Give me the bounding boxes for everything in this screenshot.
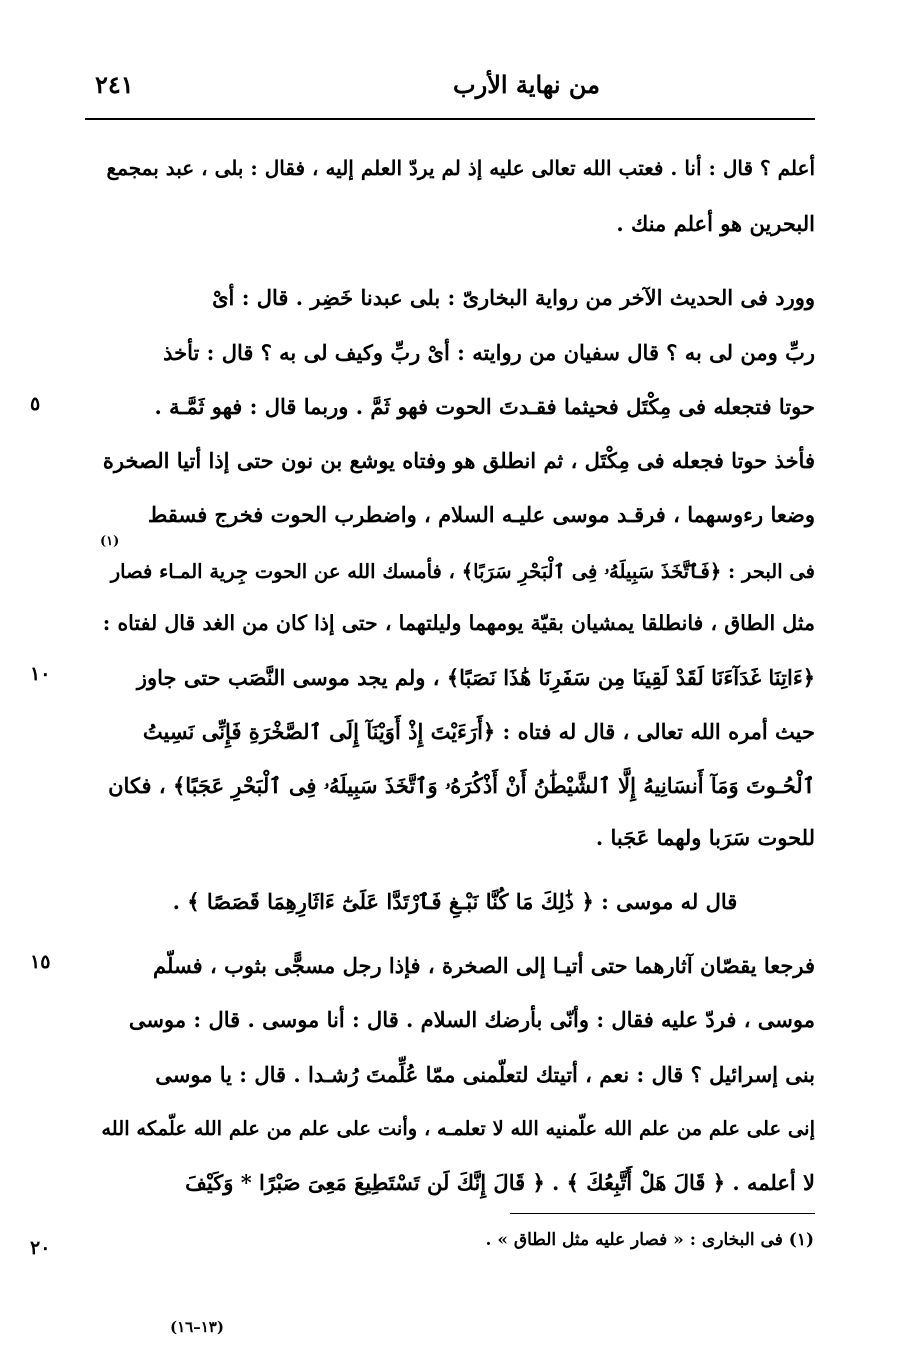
line-number: ٥: [30, 393, 41, 415]
text-line: فى البحر : ﴿فَٱتَّخَذَ سَبِيلَهُۥ فِى ٱلْبَحْرِ سَرَبًا﴾ ، فأمسك الله عن الحوت جِرية المـاء فصار: [110, 560, 815, 583]
text-line: حيث أمره الله تعالى ، قال له فتاه : ﴿أَرَءَيْتَ إِذْ أَوَيْنَآ إِلَى ٱلصَّخْرَةِ فَإِنِّى نَسِيتُ: [142, 719, 815, 744]
line-number: ٢٠: [30, 1237, 51, 1259]
text-line: قال له موسى : ﴿ ذَٰلِكَ مَا كُنَّا نَبْـغِ فَٱرْتَدَّا عَلَىٰٓ ءَاثَارِهِمَا قَصَصًا ﴾ .: [172, 889, 738, 914]
text-line: ٱلْحُـوتَ وَمَآ أَنسَانِيهُ إِلَّا ٱلشَّيْطَٰنُ أَنْ أَذْكُرَهُۥ وَٱتَّخَذَ سَبِيلَهُۥ فِى ٱلْبَحْرِ عَجَبًا﴾ ، فكان: [108, 773, 815, 798]
page-number: ٢٤١: [95, 70, 134, 99]
text-line: وورد فى الحديث الآخر من رواية البخارىّ : بلى عبدنا خَضِر . قال : أىْ: [212, 285, 815, 310]
line-number: ١٠: [30, 663, 51, 685]
footnote-rule: [510, 1213, 815, 1214]
page-header: [95, 62, 815, 112]
text-line: البحرين هو أعلم منك .: [616, 211, 815, 236]
text-line: وضعا رءوسهما ، فرقـد موسى عليـه السلام ، واضطرب الحوت فخرج فسقط: [147, 502, 815, 527]
text-line: بنى إسرائيل ؟ قال : نعم ، أتيتك لتعلّمنى ممّا عُلِّمتَ رُشـدا . قال : يا موسى: [155, 1062, 815, 1087]
footnote: (١) فى البخارى : « فصار عليه مثل الطاق » .: [485, 1230, 814, 1250]
signature-mark: (١٣–١٦): [170, 1318, 224, 1336]
text-line: ربِّ ومن لى به ؟ قال سفيان من روايته : أىْ ربِّ وكيف لى به ؟ قال : تأخذ: [163, 340, 815, 365]
text-line: للحوت سَرَبا ولهما عَجَبا .: [595, 825, 815, 850]
footnote-marker: (١): [100, 534, 120, 549]
line-number: ١٥: [30, 951, 51, 973]
text-line: ﴿ءَاتِنَا غَدَآءَنَا لَقَدْ لَقِينَا مِن سَفَرِنَا هَٰذَا نَصَبًا﴾ ، ولم يجد موسى النَّصَب حتى جاوز: [136, 665, 815, 690]
text-line: فأخذ حوتا فجعله فى مِكْتَل ، ثم انطلق هو وفتاه يوشع بن نون حتى إذا أتيا الصخرة: [102, 448, 815, 473]
text-line: حوتا فتجعله فى مِكْتَل فحيثما فقـدتَ الحوت فهو ثَمَّ . وربما قال : فهو ثَمَّـة .: [154, 394, 815, 419]
text-line: مثل الطاق ، فانطلقا يمشيان بقيّة يومهما وليلتهما ، حتى إذا كان من الغد قال لفتاه :: [102, 611, 815, 635]
running-title: من نهاية الأرب: [453, 70, 600, 99]
text-line: لا أعلمه . ﴿ قَالَ هَلْ أَتَّبِعُكَ ﴾ . ﴿ قَالَ إِنَّكَ لَن تَسْتَطِيعَ مَعِىَ صَبْرًا * وَكَيْفَ: [185, 1170, 815, 1195]
text-line: إنى على علم من علم الله علّمنيه الله لا تعلمـه ، وأنت على علم من علم الله علّمكه الله: [101, 1117, 815, 1140]
text-line: أعلم ؟ قال : أنا . فعتب الله تعالى عليه إذ لم يردّ العلم إليه ، فقال : بلى ، عبد بمجمع: [106, 156, 815, 180]
text-line: موسى ، فردّ عليه فقال : وأنّى بأرضك السلام . قال : أنا موسى . قال : موسى: [128, 1007, 815, 1032]
text-line: فرجعا يقصّان آثارهما حتى أتيـا إلى الصخرة ، فإذا رجل مسجًّى بثوب ، فسلّم: [153, 953, 815, 978]
header-rule: [85, 118, 815, 120]
